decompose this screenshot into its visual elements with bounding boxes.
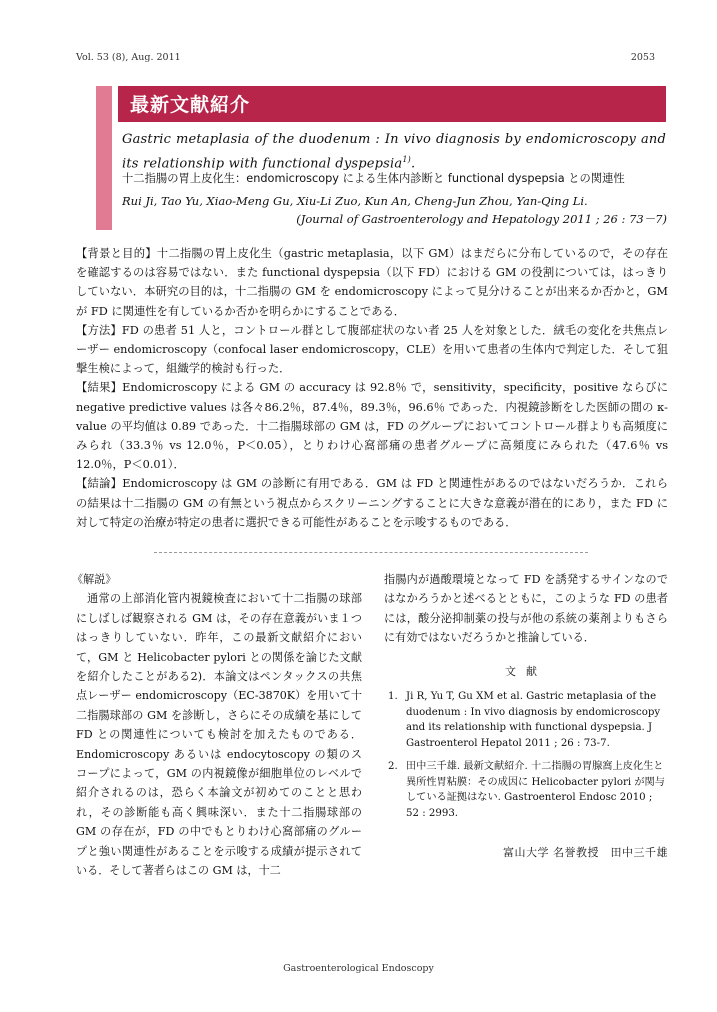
running-footer: Gastroenterological Endoscopy [283, 963, 434, 974]
commentary-body-right: 指腸内が過酸環境となって FD を誘発するサインなのではなかろうかと述べるとともに，このような FD の患者には，酸分泌抑制薬の投与が他の系統の薬剤よりもさらに有効ではないだろうかと推論している． [384, 573, 668, 645]
commentary-heading: 《解説》 [72, 573, 117, 586]
article-title-jp: 十二指腸の胃上皮化生：endomicroscopy による生体内診断と functional dyspepsia との関連性 [122, 172, 625, 185]
author-signature: 富山大学 名誉教授 田中三千雄 [503, 846, 668, 860]
article-authors: Rui Ji, Tao Yu, Xiao-Meng Gu, Xiu-Li Zuo, Kun An, Cheng-Jun Zhou, Yan-Qing Li. [122, 194, 588, 208]
commentary-right-column [384, 570, 668, 862]
commentary-body-left: 通常の上部消化管内視鏡検査において十二指腸の球部にしばしば観察される GM は，その存在意義がいま１つはっきりしていない．昨年，この最新文献紹介において，GM と Helicobacter pylori との関係を論じた文献を紹介したことがある2)．本論文はペンタックスの共焦点レーザー endomicroscopy（EC-3870K）を用いて十二指腸球部の GM を診断し，さらにその成績を基にして FD との関連性についても検討を加えたものである．Endomicroscopy あるいは endocytoscopy の類のスコープによって，GM の内視鏡像が細胞単位のレベルで紹介されるのは，恐らく本論文が初めてのことと思われ，その診断能も高く興味深い．また十二指腸球部の GM の存在が，FD の中でもとりわけ心窩部痛のグループと強い関連性があることを示唆する成績が提示されている．そして著者らはこの GM は，十二 [76, 592, 362, 878]
commentary-left-column [72, 570, 362, 881]
section-title: 最新文献紹介 [130, 94, 251, 116]
page-number: 2053 [630, 52, 655, 63]
article-title-en: Gastric metaplasia of the duodenum : In vivo diagnosis by endomicroscopy and its relationship with functional dyspepsia$^{1)}$. [122, 132, 666, 172]
abstract-background: 【背景と目的】十二指腸の胃上皮化生（gastric metaplasia，以下 GM）はまだらに分布しているので，その存在を確認するのは容易ではない．また functional dyspepsia（以下 FD）における GM の役割については，はっきりしていない．本研究の目的は，十二指腸の GM を endomicroscopy によって見分けることが出来るか否かと，GM が FD に関連性を有しているか否かを明らかにすることである． [76, 247, 668, 318]
running-header-volume: Vol. 53 (8), Aug. 2011 [76, 52, 181, 63]
reference-item: 2. 田中三千雄. 最新文献紹介. 十二指腸の胃腺窩上皮化生と異所性胃粘膜：その成因に Helicobacter pylori が関与している証拠はない. Gastroenterol Endosc 2010 ; 52 : 2993. [388, 761, 665, 819]
abstract-methods: 【方法】FD の患者 51 人と，コントロール群として腹部症状のない者 25 人を対象とした．絨毛の変化を共焦点レーザー endomicroscopy（confocal laser endomicroscopy，CLE）を用いて患者の生体内で判定した．そして狙撃生検によって，組織学的検討も行った． [76, 323, 668, 376]
abstract [76, 244, 668, 532]
section-banner [118, 86, 666, 122]
banner-accent-bar [96, 86, 112, 230]
abstract-results: 【結果】Endomicroscopy による GM の accuracy は 92.8％ で，sensitivity，specificity，positive ならびに negative predictive values は各々86.2％，87.4％，89.3％，96.6％ であった．内視鏡診断をした医師の間の κ-value の平均値は 0.89 であった．十二指腸球部の GM は，FD のグループにおいてコントロール群よりも高頻度にみられ（33.3％ vs 12.0％，P＜0.05），とりわけ心窩部痛の患者グループに高頻度にみられた（47.6％ vs 12.0％，P＜0.01）． [76, 381, 668, 472]
abstract-conclusion: 【結論】Endomicroscopy は GM の診断に有用である．GM は FD と関連性があるのではないだろうか．これらの結果は十二指腸の GM の有無という視点からスクリーニングすることに大きな意義が潜在的にあり，また FD に対して特定の治療が特定の患者に選択できる可能性があることを示唆するものである． [76, 477, 668, 529]
section-divider [154, 552, 588, 553]
journal-citation: (Journal of Gastroenterology and Hepatology 2011 ; 26 : 73－7) [296, 212, 667, 226]
reference-item: 1. Ji R, Yu T, Gu XM et al. Gastric metaplasia of the duodenum : In vivo diagnosis by endomicroscopy and its relationship with functional dyspepsia. J Gastroenterol Hepatol 2011 ; 26 : 73-7. [388, 691, 661, 749]
references-heading: 文献 [505, 664, 547, 678]
